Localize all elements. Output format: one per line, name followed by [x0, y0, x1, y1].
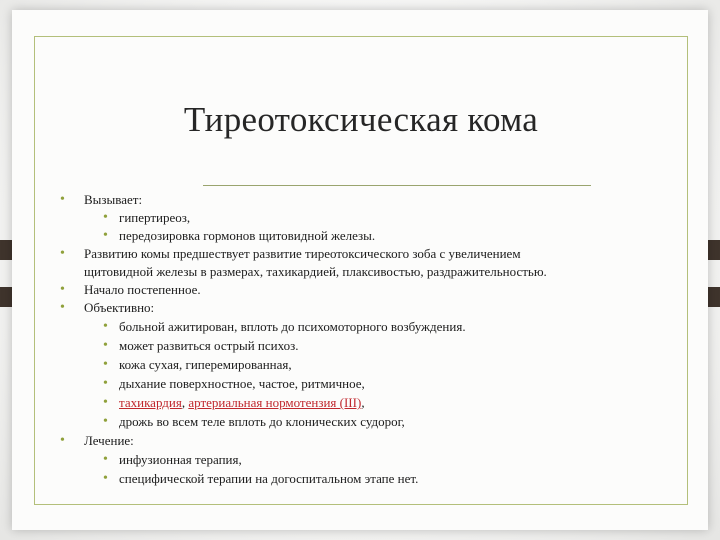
- bullet-icon: •: [60, 192, 65, 207]
- list-item: Объективно:: [84, 300, 155, 315]
- bullet-icon: •: [60, 433, 65, 448]
- bullet-icon: •: [103, 357, 108, 372]
- sub-list-item: дрожь во всем теле вплоть до клонических судорог,: [119, 414, 405, 429]
- sub-list-item: инфузионная терапия,: [119, 452, 242, 467]
- slide-title: Тиреотоксическая кома: [183, 100, 539, 139]
- bullet-icon: •: [103, 210, 108, 225]
- sub-list-item-links: [119, 394, 365, 412]
- sub-list-item: специфической терапии на догоспитальном этапе нет.: [119, 471, 419, 486]
- sub-list-item: кожа сухая, гиперемированная,: [119, 357, 292, 372]
- bullet-icon: •: [103, 452, 108, 467]
- list-item: Вызывает:: [84, 192, 143, 207]
- sub-list-item: может развиться острый психоз.: [119, 338, 299, 353]
- tachycardia-link[interactable]: тахикардия: [119, 395, 182, 410]
- bullet-icon: •: [103, 414, 108, 429]
- list-item-continuation: щитовидной железы в размерах, тахикардией, плаксивостью, раздражительностью.: [84, 264, 547, 279]
- bullet-icon: •: [103, 319, 108, 334]
- bullet-icon: •: [103, 228, 108, 243]
- bullet-icon: •: [60, 282, 65, 297]
- list-item: Начало постепенное.: [84, 282, 201, 297]
- bullet-icon: •: [60, 300, 65, 315]
- sub-list-item: больной ажитирован, вплоть до психомоторного возбуждения.: [119, 319, 466, 334]
- link-tail: ,: [361, 395, 365, 410]
- bullet-icon: •: [103, 376, 108, 391]
- bullet-icon: •: [60, 246, 65, 261]
- bullet-icon: •: [103, 395, 108, 410]
- sub-list-item: гипертиреоз,: [119, 210, 191, 225]
- arterial-normotension-link[interactable]: артериальная нормотензия (III): [188, 395, 362, 410]
- link-separator: ,: [181, 395, 189, 410]
- bullet-icon: •: [103, 338, 108, 353]
- sub-list-item: дыхание поверхностное, частое, ритмичное,: [119, 376, 365, 391]
- sub-list-item: передозировка гормонов щитовидной железы.: [119, 228, 376, 243]
- list-item: Лечение:: [84, 433, 134, 448]
- bullet-icon: •: [103, 471, 108, 486]
- list-item: Развитию комы предшествует развитие тиреотоксического зоба с увеличением: [84, 246, 521, 261]
